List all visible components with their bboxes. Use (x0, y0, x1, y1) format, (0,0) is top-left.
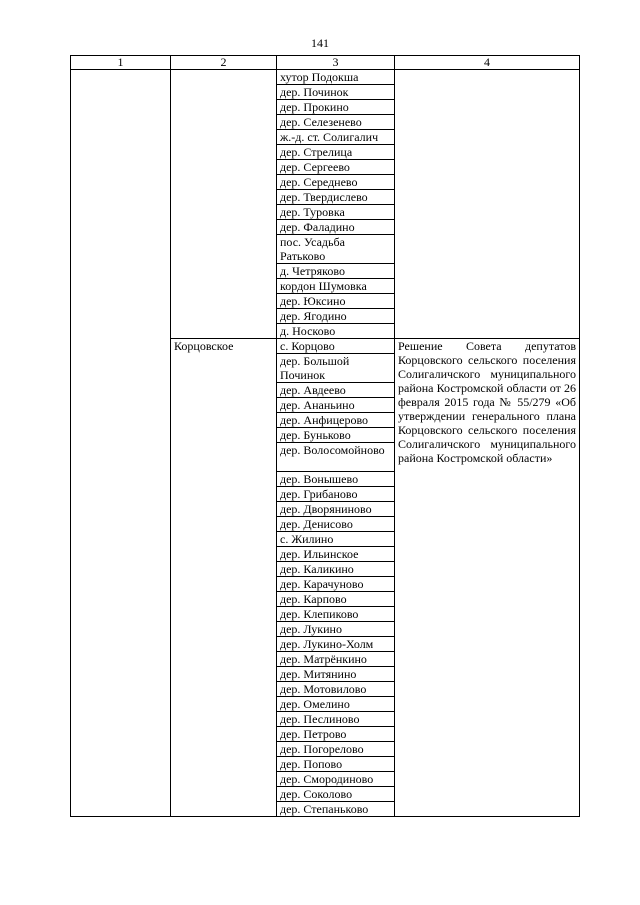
village-cell: дер. Денисово (277, 517, 395, 532)
village-cell: дер. Ягодино (277, 309, 395, 324)
village-cell: дер. Степаньково (277, 802, 395, 817)
village-cell: дер. Ананьино (277, 398, 395, 413)
village-cell: дер. Мотовилово (277, 682, 395, 697)
village-cell: пос. Усадьба Ратьково (277, 235, 395, 264)
village-cell: с. Жилино (277, 532, 395, 547)
village-cell: дер. Большой Починок (277, 354, 395, 383)
header-col-2: 2 (171, 56, 277, 70)
village-cell: дер. Вонышево (277, 472, 395, 487)
page-number: 141 (311, 36, 329, 50)
village-cell: ж.-д. ст. Солигалич (277, 130, 395, 145)
village-cell: дер. Клепиково (277, 607, 395, 622)
settlement-cell: Корцовское (171, 339, 277, 817)
header-col-3: 3 (277, 56, 395, 70)
village-cell: дер. Каликино (277, 562, 395, 577)
village-cell: дер. Карачуново (277, 577, 395, 592)
village-cell: дер. Погорелово (277, 742, 395, 757)
region-cell (71, 70, 171, 817)
settlements-table (70, 55, 580, 817)
village-cell: дер. Ильинское (277, 547, 395, 562)
village-cell: хутор Подокша (277, 70, 395, 85)
village-cell: дер. Песлиново (277, 712, 395, 727)
village-cell: д. Носково (277, 324, 395, 339)
village-cell: кордон Шумовка (277, 279, 395, 294)
village-cell: дер. Лукино (277, 622, 395, 637)
village-cell: дер. Карпово (277, 592, 395, 607)
village-cell: дер. Лукино-Холм (277, 637, 395, 652)
village-cell: дер. Середнево (277, 175, 395, 190)
village-cell: с. Корцово (277, 339, 395, 354)
village-cell: дер. Твердислево (277, 190, 395, 205)
village-cell: дер. Попово (277, 757, 395, 772)
village-cell: дер. Починок (277, 85, 395, 100)
village-cell: дер. Авдеево (277, 383, 395, 398)
decision-cell: Решение Совета депутатов Корцовского сельского поселения Солигаличского муниципального района Костромской области от 26 февраля 2015 года № 55/279 «Об утверждении генерального плана Корцовского сельского поселения Солигаличского муниципального района Костромской области» (395, 339, 580, 817)
village-cell: дер. Дворяниново (277, 502, 395, 517)
village-cell: дер. Соколово (277, 787, 395, 802)
header-col-4: 4 (395, 56, 580, 70)
table-row (71, 70, 580, 85)
village-cell: дер. Прокино (277, 100, 395, 115)
village-cell: дер. Туровка (277, 205, 395, 220)
table-body (71, 70, 580, 817)
village-cell: дер. Буньково (277, 428, 395, 443)
decision-cell (395, 70, 580, 339)
village-cell: дер. Стрелица (277, 145, 395, 160)
village-cell: дер. Сергеево (277, 160, 395, 175)
settlement-cell (171, 70, 277, 339)
village-cell: дер. Грибаново (277, 487, 395, 502)
village-cell: дер. Смородиново (277, 772, 395, 787)
village-cell: дер. Петрово (277, 727, 395, 742)
village-cell: дер. Фаладино (277, 220, 395, 235)
village-cell: дер. Матрёнкино (277, 652, 395, 667)
village-cell: дер. Юксино (277, 294, 395, 309)
village-cell: дер. Волосомойново (277, 443, 395, 472)
village-cell: дер. Селезенево (277, 115, 395, 130)
header-col-1: 1 (71, 56, 171, 70)
village-cell: дер. Анфицерово (277, 413, 395, 428)
header-row (71, 56, 580, 70)
village-cell: дер. Омелино (277, 697, 395, 712)
village-cell: д. Четряково (277, 264, 395, 279)
village-cell: дер. Митянино (277, 667, 395, 682)
